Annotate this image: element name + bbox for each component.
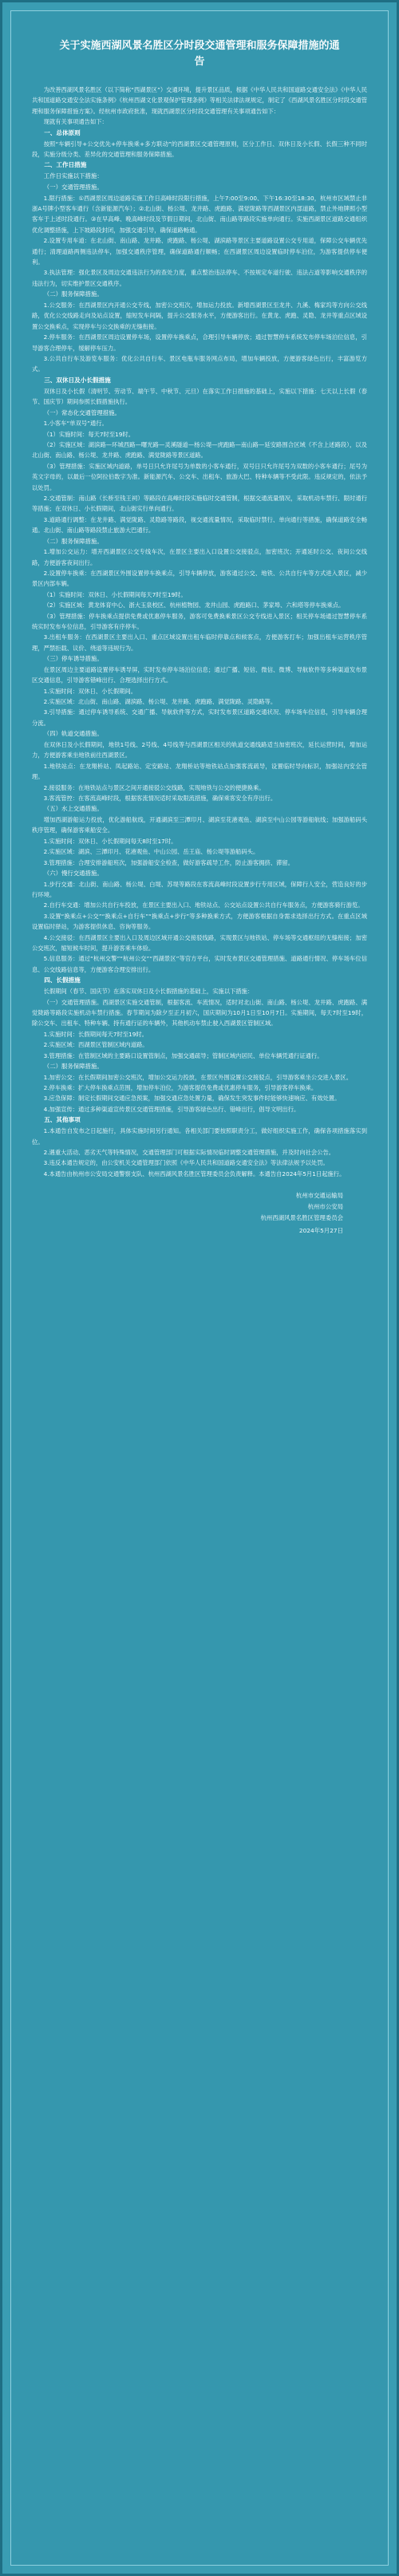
section-heading: 五、其他事项 bbox=[44, 1116, 81, 1124]
section-heading: （二）服务保障措施。 bbox=[43, 537, 103, 545]
document-body bbox=[32, 85, 367, 1179]
body-paragraph: 2.自行车交通：增加公共自行车投放，在景区主要出入口、地铁站点、公交站点设置公共自行车服务点，方便游客骑行游览。 bbox=[43, 901, 364, 909]
body-paragraph: 2.交通管制：南山路（长桥至钱王祠）等路段在高峰时段实施临时交通管制，根据交通流量情况，采取机动车禁行、限时通行等措施；在双休日、小长假期间，北山街实行单向通行。 bbox=[32, 494, 367, 513]
body-paragraph: 1.实施时间：长假期间每天7时至19时。 bbox=[43, 1030, 148, 1038]
body-paragraph: 1.小客车“单双号”通行。 bbox=[43, 420, 108, 428]
body-paragraph: 3.应急保障：制定长假期间交通应急预案，加强交通应急处置力量，确保发生突发事件时能够快速响应、有效处置。 bbox=[43, 1095, 341, 1103]
body-paragraph: 1.实施时间：双休日、小长假期间。 bbox=[43, 687, 137, 695]
signatory: 杭州市交通运输局 bbox=[295, 1192, 343, 1200]
signatory: 杭州西湖风景名胜区管理委员会 bbox=[260, 1214, 343, 1222]
section-heading: （六）慢行交通措施。 bbox=[43, 869, 103, 877]
body-paragraph: 增加西湖游船运力投放，优化游船航线，开通湖滨至三潭印月、湖滨至花港观鱼、湖滨至中山公园等游船航线；加强游船码头秩序管理，确保游客乘船安全。 bbox=[32, 815, 367, 834]
body-paragraph: 1.公交服务：在西湖景区内开通公交专线，加密公交班次，增加运力投放。新增西湖景区至龙井、九溪、梅家坞等方向公交线路，优化公交线路走向及站点设置，缩短发车间隔，提升公交服务水平，方便游客出行。在黄龙、虎跑、灵隐、龙井等重点区域设置公交换乘点，实现停车与公交换乘的无缝衔接。 bbox=[32, 301, 367, 330]
section-heading: 二、工作日措施 bbox=[44, 161, 87, 169]
body-paragraph: （2）实施区域：湖滨路—环城西路—曙光路—灵溪隧道—杨公堤—虎跑路—南山路—延安路围合区域（不含上述路段），以及北山街、南山路、杨公堤、龙井路、虎跑路、满觉陇路等景区道路。 bbox=[32, 440, 367, 460]
body-paragraph: 5.信息服务：通过“杭州交警”“杭州公交”“西湖景区”等官方平台，实时发布景区交通管理措施、道路通行情况、停车场车位信息、公交线路信息等，方便游客合理安排出行。 bbox=[32, 955, 367, 973]
body-paragraph: 1.限行措施：①西湖景区周边道路实施工作日高峰时段限行措施，上午7:00至9:00、下午16:30至18:30，杭州市区域禁止非浙A号牌小型客车通行（含新能源汽车）；②北山街、杨公堤、龙井路、虎跑路、满觉陇路等西湖景区内部道路，禁止外地牌照小型客车于上述时段通行。③在早高峰、晚高峰时段及节假日期间，北山街、南山路等路段实施单向通行。实施西湖景区道路交通组织优化调整措施，上下坡路段封闭，加强交通引导，确保道路畅通。 bbox=[32, 194, 367, 234]
body-paragraph: 2.设置停车换乘：在西湖景区外围设置停车换乘点，引导车辆停放，游客通过公交、地铁、公共自行车等方式进入景区，减少景区内部车辆。 bbox=[32, 570, 367, 588]
body-paragraph: 2.停车换乘：扩大停车换乘点范围，增加停车泊位，为游客提供免费或优惠停车服务，引导游客停车换乘。 bbox=[43, 1084, 318, 1092]
body-paragraph: 4.加强宣传：通过多种渠道宣传景区交通管理措施，引导游客绿色出行、错峰出行，倡导文明出行。 bbox=[43, 1105, 300, 1113]
section-heading: 一、总体原则 bbox=[44, 128, 81, 136]
body-paragraph: 长假期间（春节、国庆节）在落实双休日及小长假措施的基础上，实施以下措施： bbox=[43, 988, 254, 996]
issue-date: 2024年5月27日 bbox=[298, 1227, 343, 1235]
signatory-block bbox=[32, 1190, 367, 1224]
body-paragraph: 2.停车服务：在西湖景区周边设置停车场，设置停车换乘点，合理引导车辆停放；通过智慧停车系统发布停车场泊位信息，引导游客合理停车，缓解停车压力。 bbox=[32, 333, 367, 352]
body-paragraph: 3.道路通行调整：在龙井路、满觉陇路、灵隐路等路段，视交通流量情况，采取临时禁行、单向通行等措施，确保道路安全畅通。北山街、南山路等路段禁止旅游大巴通行。 bbox=[32, 515, 367, 535]
body-paragraph: 2.遇重大活动、恶劣天气等特殊情况，交通管理部门可根据实际情况临时调整交通管理措施，并及时向社会公告。 bbox=[43, 1149, 335, 1157]
body-paragraph: （1）实施时间：双休日、小长假期间每天7时至19时。 bbox=[43, 590, 187, 598]
body-paragraph: （2）实施区域：黄龙体育中心、浙大玉泉校区、杭州植物园、龙井山园、虎跑路口、茅家埠、六和塔等停车换乘点。 bbox=[43, 602, 345, 609]
body-paragraph: 2.实施区域：北山街、南山路、湖滨路、杨公堤、龙井路、虎跑路、满觉陇路、灵隐路等。 bbox=[43, 698, 277, 706]
body-paragraph: 3.公共自行车及游览车服务：优化公共自行车、景区电瓶车服务网点布局，增加车辆投放，方便游客绿色出行，丰富游览方式。 bbox=[32, 354, 367, 373]
body-paragraph: 1.本通告自发布之日起施行，具体实施时间另行通知。各相关部门要按照职责分工，做好组织实施工作，确保各项措施落实到位。 bbox=[32, 1127, 367, 1146]
body-paragraph: 3.出租车服务：在西湖景区主要出入口、重点区域设置出租车临时停靠点和候客点，方便游客打车；加强出租车运营秩序管理，严禁拒载、议价、绕道等违规行为。 bbox=[32, 633, 367, 652]
section-heading: （二）服务保障措施。 bbox=[43, 1063, 103, 1071]
body-paragraph: 2.实施区域：西湖景区管制区域内道路。 bbox=[43, 1041, 148, 1049]
body-paragraph: （3）管理措施：实施区域内道路，单号日只允许尾号为单数的小客车通行，双号日只允许尾号为双数的小客车通行；尾号为英文字母的，以最后一位阿拉伯数字为准。新能源汽车、公交车、出租车、旅游大巴、特种车辆等不受此限。违反规定的，依法予以处罚。 bbox=[32, 462, 367, 491]
body-paragraph: 1.实施时间：双休日、小长假期间每天8时至17时。 bbox=[43, 837, 177, 845]
body-paragraph: 4.公交接驳：在西湖景区主要出入口及周边区域开通公交接驳线路，实现景区与地铁站、停车场等交通枢纽的无缝衔接；加密公交班次，缩短候车时间，提升游客乘车体验。 bbox=[32, 933, 367, 952]
body-paragraph: 3.管理措施：在管制区域的主要路口设置管制点，加强交通疏导；管制区域内居民、单位车辆凭通行证通行。 bbox=[43, 1051, 323, 1059]
body-paragraph: （一）交通管理措施。西湖景区实施交通管制，根据客流、车流情况，适时对北山街、南山路、杨公堤、龙井路、虎跑路、满觉陇路等路段实施机动车禁行措施。春节期间为除夕至正月初六，国庆期间为10月1日至10月7日。实施期间，每天7时至19时，除公交车、出租车、特种车辆、持有通行证的车辆外，其他机动车禁止驶入西湖景区管制区域。 bbox=[32, 998, 367, 1028]
body-paragraph: 1.步行交通：北山街、南山路、杨公堤、白堤、苏堤等路段在客流高峰时段设置步行专用区域，保障行人安全，营造良好的步行环境。 bbox=[32, 880, 367, 898]
body-paragraph: 3.违反本通告规定的，由公安机关交通管理部门依照《中华人民共和国道路交通安全法》等法律法规予以处罚。 bbox=[43, 1159, 329, 1167]
body-paragraph: 在双休日及小长假期间，地铁1号线、2号线、4号线等与西湖景区相关的轨道交通线路适当加密班次，延长运营时间，增加运力，方便游客乘坐地铁前往西湖景区。 bbox=[32, 740, 367, 759]
body-paragraph: 3.引导措施：通过停车诱导系统、交通广播、导航软件等方式，实时发布景区道路交通状况、停车场车位信息，引导车辆合理分流。 bbox=[32, 708, 367, 727]
body-paragraph: 1.地铁站点：在龙翔桥站、凤起路站、定安路站、龙翔桥站等地铁站点加强客流疏导，设置临时导向标识，加强站内安全管理。 bbox=[32, 762, 367, 781]
section-heading: （三）停车诱导措施。 bbox=[43, 655, 103, 663]
section-heading: 工作日实施以下措施： bbox=[43, 172, 103, 180]
body-paragraph: 3.设置“换乘点+公交”“换乘点+自行车”“换乘点+步行”等多种换乘方式，方便游客根据自身需求选择出行方式。在重点区域设置临时驿站，为游客提供休息、咨询等服务。 bbox=[32, 912, 367, 931]
body-paragraph: 3.客流管控：在客流高峰时段，根据客流情况适时采取限流措施，确保乘客安全有序出行。 bbox=[43, 794, 277, 802]
section-heading: 三、双休日及小长假措施 bbox=[44, 376, 111, 384]
body-paragraph: 为改善西湖风景名胜区（以下简称“西湖景区”）交通环境，提升景区品质，根据《中华人民共和国道路交通安全法》《中华人民共和国道路交通安全法实施条例》《杭州西湖文化景观保护管理条例》等相关法律法规规定，制定了《西湖风景名胜区分时段交通管理和服务保障措施方案》。经杭州市政府批准，现就西湖景区分时段交通管理有关事项通告如下： bbox=[32, 86, 367, 115]
body-paragraph: （3）管理措施：停车换乘点提供免费或优惠停车服务，游客可免费换乘景区公交专线进入景区；相关停车场通过智慧停车系统实时发布车位信息，引导游客有序停车。 bbox=[32, 612, 367, 631]
body-paragraph: 1.加密公交：在长假期间加密公交班次，增加公交运力投放，在景区外围设置公交接驳点，引导游客乘坐公交进入景区。 bbox=[43, 1073, 352, 1081]
document-title: 关于实施西湖风景名胜区分时段交通管理和服务保障措施的通告 bbox=[59, 40, 340, 68]
body-paragraph: （1）实施时间：每天7时至19时。 bbox=[43, 430, 135, 438]
body-paragraph: 3.执法管理：强化景区及周边交通违法行为的查处力度，重点整治违法停车、不按规定车道行驶、违法占道等影响交通秩序的违法行为，切实维护景区交通秩序。 bbox=[32, 269, 367, 287]
body-paragraph: 2.设置专用车道：在北山街、南山路、龙井路、虎跑路、杨公堤、湖滨路等景区主要道路设置公交专用道，保障公交车辆优先通行；清理道路两侧违法停车，加强交通秩序管理，确保道路通行顺畅；在西湖景区周边设置临时停车泊位，为游客提供停车便利。 bbox=[32, 237, 367, 266]
body-paragraph: 在景区周边主要道路设置停车诱导屏，实时发布停车场泊位信息；通过广播、短信、微信、微博、导航软件等多种渠道发布景区交通信息，引导游客错峰出行、合理选择出行方式。 bbox=[32, 665, 367, 684]
signatory: 杭州市公安局 bbox=[307, 1203, 343, 1211]
section-heading: （一）常态化交通管理措施。 bbox=[43, 408, 120, 416]
section-heading: （二）服务保障措施。 bbox=[43, 290, 103, 298]
body-paragraph: 4.本通告由杭州市公安局交通警察支队、杭州西湖风景名胜区管理委员会负责解释。本通告自2024年5月1日起施行。 bbox=[43, 1170, 346, 1178]
body-paragraph: 现就有关事项通告如下： bbox=[43, 118, 108, 126]
body-paragraph: 2.接驳服务：在地铁站点与景区之间开通接驳公交线路，实现地铁与公交的便捷换乘。 bbox=[43, 783, 265, 791]
document-panel bbox=[10, 10, 389, 2566]
body-paragraph: 按照“车辆引导+公交优先+停车换乘+多方联动”的西湖景区交通管理原则，区分工作日、双休日及小长假、长假三种不同时段，实施分级分类、差异化的交通管理和服务保障措施。 bbox=[32, 140, 367, 159]
body-paragraph: 双休日及小长假（清明节、劳动节、端午节、中秋节、元旦）在落实工作日措施的基础上，实施以下措施：七天以上长假（春节、国庆节）期间参照长假措施执行。 bbox=[32, 387, 367, 406]
body-paragraph: 3.管理措施：合理安排游船班次，加强游船安全检查，做好游客疏导工作，防止游客拥挤、滞留。 bbox=[43, 858, 294, 866]
body-paragraph: 1.增加公交运力：增开西湖景区公交专线车次，在景区主要出入口设置公交接驳点，加密班次；开通延时公交、夜间公交线路，方便游客夜间出行。 bbox=[32, 548, 367, 566]
section-heading: 四、长假措施 bbox=[44, 976, 81, 984]
section-heading: （五）水上交通措施。 bbox=[43, 805, 103, 813]
section-heading: （四）轨道交通措施。 bbox=[43, 730, 103, 738]
body-paragraph: 2.实施区域：湖滨、三潭印月、花港观鱼、中山公园、岳王庙、杨公堤等游船码头。 bbox=[43, 848, 259, 856]
section-heading: （一）交通管理措施。 bbox=[43, 183, 103, 191]
